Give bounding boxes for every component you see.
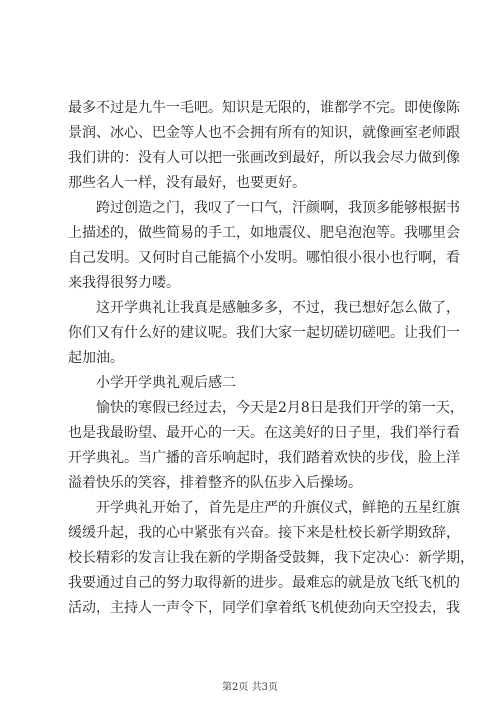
text-line: 景润、冰心、巴金等人也不会拥有所有的知识，就像画室老师跟 xyxy=(68,125,460,141)
text-line: 开学典礼。当广播的音乐响起时，我们踏着欢快的步伐，脸上洋 xyxy=(68,450,460,466)
text-line: 开学典礼开始了，首先是庄严的升旗仪式，鲜艳的五星红旗 xyxy=(68,500,460,516)
text-line: 我们讲的：没有人可以把一张画改到最好，所以我会尽力做到像 xyxy=(68,150,460,166)
page-number-footer: 第2页 共3页 xyxy=(222,682,278,693)
text-line: 也是我最盼望、最开心的一天。在这美好的日子里，我们举行看 xyxy=(68,425,460,441)
text-line: 自己发明。又何时自己能搞个小发明。哪怕很小很小也行啊，看 xyxy=(68,250,460,266)
text-line: 起加油。 xyxy=(68,350,124,366)
text-line: 跨过创造之门，我叹了一口气，汗颜啊，我顶多能够根据书 xyxy=(68,200,460,216)
text-line: 那些名人一样，没有最好，也要更好。 xyxy=(68,175,306,191)
text-line: 最多不过是九牛一毛吧。知识是无限的，谁都学不完。即使像陈 xyxy=(68,100,460,116)
text-line: 缓缓升起，我的心中紧张有兴奋。接下来是杜校长新学期致辞， xyxy=(68,525,460,541)
text-line: 活动，主持人一声令下，同学们拿着纸飞机使劲向天空投去，我 xyxy=(68,600,460,616)
text-line: 你们又有什么好的建议呢。我们大家一起切磋切磋吧。让我们一 xyxy=(68,325,460,341)
text-line: 溢着快乐的笑容，排着整齐的队伍步入后操场。 xyxy=(68,475,362,491)
text-line: 这开学典礼让我真是感触多多，不过，我已想好怎么做了， xyxy=(68,300,460,316)
text-line: 校长精彩的发言让我在新的学期备受鼓舞，我下定决心：新学期， xyxy=(68,550,474,566)
text-line: 愉快的寒假已经过去，今天是2月8日是我们开学的第一天， xyxy=(68,400,464,416)
text-line: 上描述的，做些简易的手工，如地震仪、肥皂泡泡等。我哪里会 xyxy=(68,225,460,241)
text-line: 我要通过自己的努力取得新的进步。最难忘的就是放飞纸飞机的 xyxy=(68,575,460,591)
section-heading: 小学开学典礼观后感二 xyxy=(68,375,236,391)
body-text xyxy=(68,96,474,621)
text-line: 来我得很努力喽。 xyxy=(68,275,180,291)
